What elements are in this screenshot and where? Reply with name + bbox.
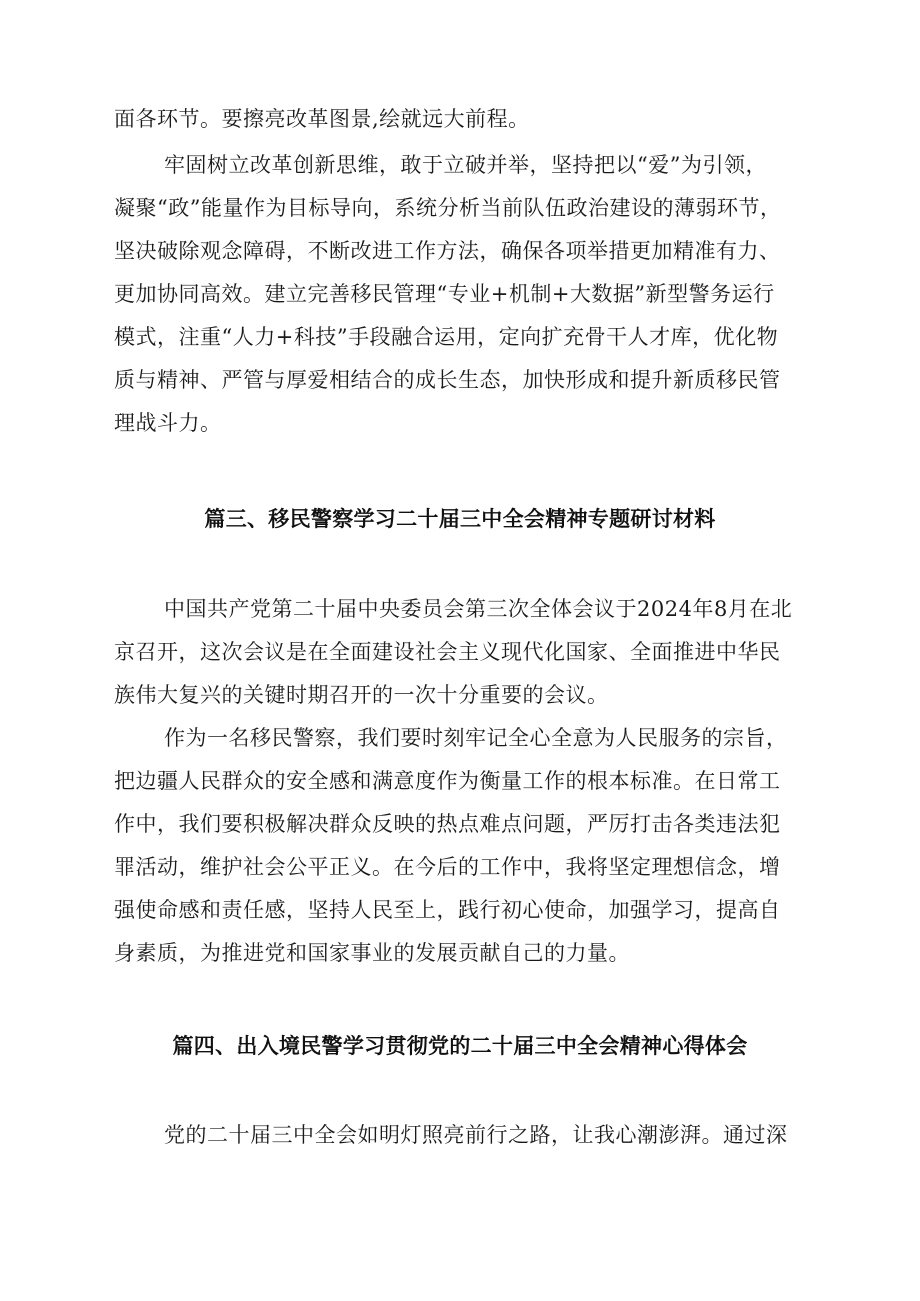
paragraph-line: 牢固树立改革创新思维，敢于立破并举，坚持把以“爱”为引领， — [164, 153, 767, 177]
paragraph-line: 坚决破除观念障碍，不断改进工作方法，确保各项举措更加精准有力、 — [114, 239, 781, 263]
paragraph-line: 中国共产党第二十届中央委员会第三次全体会议于2024年8月在北 — [164, 597, 793, 621]
paragraph-line: 模式，注重“人力+科技”手段融合运用，定向扩充骨干人才库，优化物 — [114, 325, 779, 349]
paragraph-line: 把边疆人民群众的安全感和满意度作为衡量工作的根本标准。在日常工 — [114, 769, 781, 793]
section-heading: 篇四、出入境民警学习贯彻党的二十届三中全会精神心得体会 — [172, 1034, 748, 1058]
paragraph-line: 族伟大复兴的关键时期召开的一次十分重要的会议。 — [114, 683, 609, 707]
paragraph-line: 强使命感和责任感，坚持人民至上，践行初心使命，加强学习，提高自 — [114, 898, 781, 922]
paragraph-line: 作中，我们要积极解决群众反映的热点难点问题，严厉打击各类违法犯 — [114, 812, 781, 836]
paragraph-line: 理战斗力。 — [114, 411, 222, 435]
section-heading: 篇三、移民警察学习二十届三中全会精神专题研讨材料 — [204, 507, 716, 531]
paragraph-line: 身素质，为推进党和国家事业的发展贡献自己的力量。 — [114, 941, 630, 965]
paragraph-line: 更加协同高效。建立完善移民管理“专业+机制+大数据”新型警务运行 — [114, 282, 775, 306]
paragraph-line: 面各环节。要擦亮改革图景,绘就远大前程。 — [114, 107, 530, 131]
paragraph-line: 质与精神、严管与厚爱相结合的成长生态，加快形成和提升新质移民管 — [114, 368, 781, 392]
paragraph-line: 罪活动，维护社会公平正义。在今后的工作中，我将坚定理想信念，增 — [114, 855, 781, 879]
paragraph-line: 作为一名移民警察，我们要时刻牢记全心全意为人民服务的宗旨， — [164, 726, 788, 750]
paragraph-line: 京召开，这次会议是在全面建设社会主义现代化国家、全面推进中华民 — [114, 640, 781, 664]
paragraph-line: 凝聚“政”能量作为目标导向，系统分析当前队伍政治建设的薄弱环节， — [114, 196, 782, 220]
paragraph-line: 党的二十届三中全会如明灯照亮前行之路，让我心潮澎湃。通过深 — [164, 1123, 788, 1147]
